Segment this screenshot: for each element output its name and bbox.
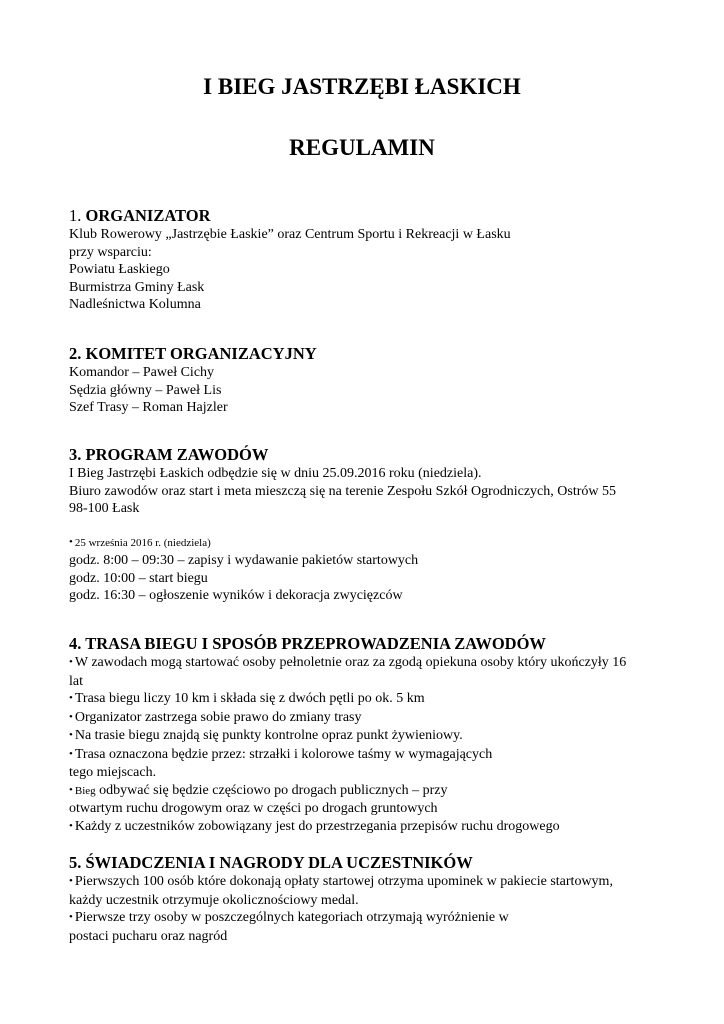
list-item-text: Każdy z uczestników zobowiązany jest do przestrzegania przepisów ruchu drogowego	[74, 818, 560, 834]
list-item-text: Organizator zastrzega sobie prawo do zmiany trasy	[74, 709, 362, 725]
text-line: postaci pucharu oraz nagród	[69, 928, 228, 944]
section-heading-text: ORGANIZATOR	[85, 206, 211, 225]
schedule-date: 25 września 2016 r. (niedziela)	[74, 536, 211, 549]
section-heading	[69, 445, 669, 465]
bullet-icon: •	[69, 729, 73, 741]
list-item-text: Trasa oznaczona będzie przez: strzałki i kolorowe taśmy w wymagających	[74, 746, 493, 762]
document-subtitle: REGULAMIN	[289, 135, 435, 160]
text-line: godz. 16:30 – ogłoszenie wyników i dekoracja zwycięzców	[69, 588, 403, 603]
text-line: Komandor – Paweł Cichy	[69, 365, 215, 380]
bullet-icon: •	[69, 692, 73, 704]
section-organizer	[69, 206, 669, 314]
section-program	[69, 445, 669, 605]
text-line: Klub Rowerowy „Jastrzębie Łaskie” oraz Centrum Sportu i Rekreacji w Łasku	[69, 227, 511, 242]
section-awards	[69, 853, 669, 945]
text-line: Nadleśnictwa Kolumna	[69, 297, 201, 312]
text-line: tego miejscach.	[69, 765, 157, 780]
list-item-text: W zawodach mogą startować osoby pełnoletnie oraz za zgodą opiekuna osoby który ukończyły 16	[74, 655, 627, 670]
section-route	[69, 634, 669, 836]
list-item	[69, 654, 669, 673]
bullet-icon: •	[69, 819, 73, 832]
list-item	[69, 873, 669, 892]
bullet-icon: •	[69, 783, 73, 796]
list-item	[69, 534, 669, 553]
bullet-icon: •	[69, 875, 73, 887]
section-number: 1.	[69, 206, 82, 225]
list-item-text: Na trasie biegu znajdą się punkty kontrolne opraz punkt żywieniowy.	[74, 728, 463, 743]
list-item	[69, 909, 669, 928]
bullet-icon: •	[69, 747, 73, 760]
bullet-icon: •	[69, 535, 73, 548]
section-committee	[69, 344, 669, 417]
text-line: Powiatu Łaskiego	[69, 262, 170, 277]
list-item	[69, 818, 669, 837]
list-item-text: Pierwszych 100 osób które dokonają opłaty startowej otrzyma upominek w pakiecie startowym,	[74, 874, 613, 889]
list-item	[69, 690, 669, 709]
text-line: otwartym ruchu drogowym oraz w części po drogach gruntowych	[69, 801, 438, 816]
section-heading-text: 4. TRASA BIEGU I SPOSÓB PRZEPROWADZENIA ZAWODÓW	[69, 634, 546, 653]
section-heading	[69, 344, 669, 364]
list-item	[69, 746, 669, 765]
section-heading-text: 2. KOMITET ORGANIZACYJNY	[69, 344, 317, 363]
text-line: godz. 8:00 – 09:30 – zapisy i wydawanie pakietów startowych	[69, 553, 419, 568]
text-line: Szef Trasy – Roman Hajzler	[69, 400, 228, 415]
text-line: Sędzia główny – Paweł Lis	[69, 382, 222, 398]
list-item-text: Trasa biegu liczy 10 km i składa się z dwóch pętli po ok. 5 km	[74, 691, 425, 706]
bullet-icon: •	[69, 656, 73, 668]
document-title: I BIEG JASTRZĘBI ŁASKICH	[203, 74, 521, 99]
text-line: przy wsparciu:	[69, 244, 152, 260]
list-item	[69, 709, 669, 728]
text-line: lat	[69, 673, 83, 689]
section-heading-text: 3. PROGRAM ZAWODÓW	[69, 445, 269, 464]
text-line: 98-100 Łask	[69, 501, 140, 516]
text-line: Burmistrza Gminy Łask	[69, 279, 205, 295]
list-item	[69, 727, 669, 746]
list-item-text: Pierwsze trzy osoby w poszczególnych kategoriach otrzymają wyróżnienie w	[74, 910, 509, 925]
text-line: każdy uczestnik otrzymuje okolicznościowy medal.	[69, 892, 359, 908]
text-line: I Bieg Jastrzębi Łaskich odbędzie się w dniu 25.09.2016 roku (niedziela).	[69, 466, 482, 481]
text-line: godz. 10:00 – start biegu	[69, 570, 208, 586]
list-item-text-small: Bieg	[74, 784, 96, 797]
section-heading	[69, 853, 669, 873]
text-line: Biuro zawodów oraz start i meta mieszczą się na terenie Zespołu Szkół Ogrodniczych, Ostrów 55	[69, 483, 616, 499]
bullet-icon: •	[69, 710, 73, 723]
list-item-text: odbywać się będzie częściowo po drogach publicznych – przy	[99, 782, 448, 798]
section-heading	[69, 634, 669, 654]
section-heading-text: 5. ŚWIADCZENIA I NAGRODY DLA UCZESTNIKÓW	[69, 853, 473, 872]
list-item	[69, 782, 669, 801]
section-heading	[69, 206, 669, 226]
bullet-icon: •	[69, 911, 73, 923]
